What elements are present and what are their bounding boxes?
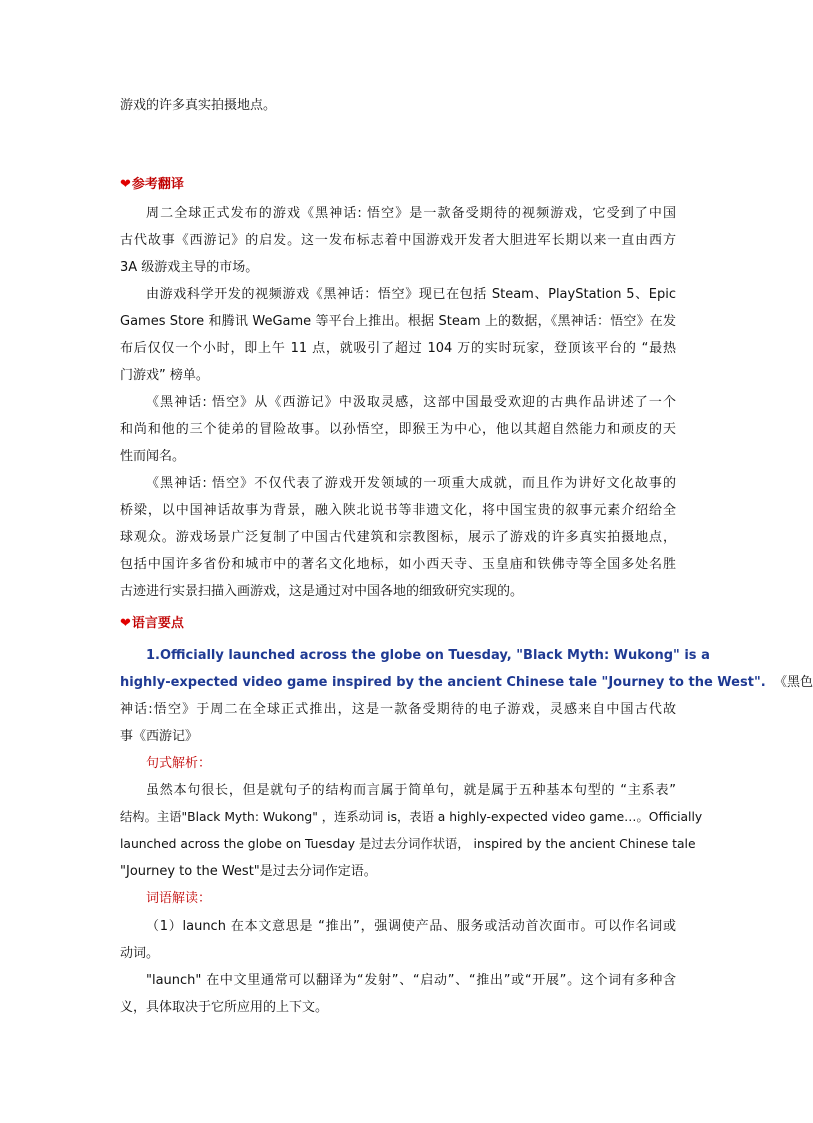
text-line: 桥梁，以中国神话故事为背景，融入陕北说书等非遗文化，将中国宝贵的叙事元素介绍给全 (120, 503, 676, 518)
heart-icon: ❤ (120, 177, 131, 192)
text-line: 结构。主语"Black Myth: Wukong" ，连系动词 is，表语 a highly-expected video game…。Officially (120, 810, 703, 824)
text-line: （1）launch 在本文意思是 “推出”，强调使产品、服务或活动首次面市。可以作名词或 (146, 919, 676, 934)
text-line: "launch" 在中文里通常可以翻译为“发射”、“启动”、“推出”或“开展”。这个词有多种含 (146, 973, 676, 988)
english-sentence-line: highly-expected video game inspired by the ancient Chinese tale "Journey to the West". (120, 675, 766, 690)
translation-paragraph-2 (120, 281, 676, 389)
text-line: 《黑神话: 悟空》不仅代表了游戏开发领域的一项重大成就，而且作为讲好文化故事的 (146, 476, 676, 491)
text-line: 古迹进行实景扫描入画游戏，这是通过对中国各地的细致研究实现的。 (120, 584, 524, 599)
intro-tail-text: 游戏的许多真实拍摄地点。 (120, 98, 277, 113)
text-line: launched across the globe on Tuesday 是过去分词作状语， inspired by the ancient Chinese tale (120, 837, 696, 851)
text-line (120, 669, 813, 696)
text-line: 由游戏科学开发的视频游戏《黑神话：悟空》现已在包括 Steam、PlayStation 5、Epic (146, 287, 676, 302)
text-line: 和尚和他的三个徒弟的冒险故事。以孙悟空，即猴王为中心，他以其超自然能力和顽皮的天 (120, 422, 676, 437)
section-title: 参考翻译 (131, 177, 184, 192)
section-title: 语言要点 (131, 616, 184, 631)
text-line: 包括中国许多省份和城市中的著名文化地标，如小西天寺、玉皇庙和铁佛寺等全国多处名胜 (120, 557, 676, 572)
translation-paragraph-1 (120, 200, 676, 281)
text-line: 性而闻名。 (120, 449, 186, 464)
text-line: "Journey to the West"是过去分词作定语。 (120, 864, 377, 879)
vocabulary-label: 词语解读： (146, 891, 212, 906)
section-heading-translation (120, 175, 184, 195)
heart-icon: ❤ (120, 616, 131, 631)
text-line: Games Store 和腾讯 WeGame 等平台上推出。根据 Steam 上的数据，《黑神话：悟空》在发 (120, 314, 676, 329)
translation-paragraph-3 (120, 389, 676, 470)
syntax-analysis-label: 句式解析： (146, 756, 212, 771)
text-line: 虽然本句很长，但是就句子的结构而言属于简单句，就是属于五种基本句型的 “主系表” (146, 783, 676, 798)
text-line: 球观众。游戏场景广泛复制了中国古代建筑和宗教图标，展示了游戏的许多真实拍摄地点， (120, 530, 676, 545)
text-line: 布后仅仅一个小时，即上午 11 点，就吸引了超过 104 万的实时玩家，登顶该平台的 “最热 (120, 341, 676, 356)
text-line: 义，具体取决于它所应用的上下文。 (120, 1000, 329, 1015)
text-line: 3A 级游戏主导的市场。 (120, 260, 259, 275)
syntax-analysis-text (120, 777, 703, 885)
text-line: 《黑神话: 悟空》从《西游记》中汲取灵感，这部中国最受欢迎的古典作品讲述了一个 (146, 395, 676, 410)
text-line: 动词。 (120, 946, 160, 961)
chinese-translation-start: 《黑色 (773, 675, 813, 690)
text-line: 神话:悟空》于周二在全球正式推出，这是一款备受期待的电子游戏，灵感来自中国古代故 (120, 702, 676, 717)
english-sentence-line: 1.Officially launched across the globe on Tuesday, "Black Myth: Wukong" is a (146, 648, 710, 663)
text-line: 古代故事《西游记》的启发。这一发布标志着中国游戏开发者大胆进军长期以来一直由西方 (120, 233, 676, 248)
text-line: 周二全球正式发布的游戏《黑神话: 悟空》是一款备受期待的视频游戏，它受到了中国 (146, 206, 676, 221)
vocabulary-text (120, 913, 676, 1021)
text-line: 事《西游记》 (120, 729, 199, 744)
language-point-1 (120, 642, 813, 750)
text-line: 门游戏” 榜单。 (120, 368, 209, 383)
translation-paragraph-4 (120, 470, 676, 605)
section-heading-language-points (120, 614, 184, 634)
